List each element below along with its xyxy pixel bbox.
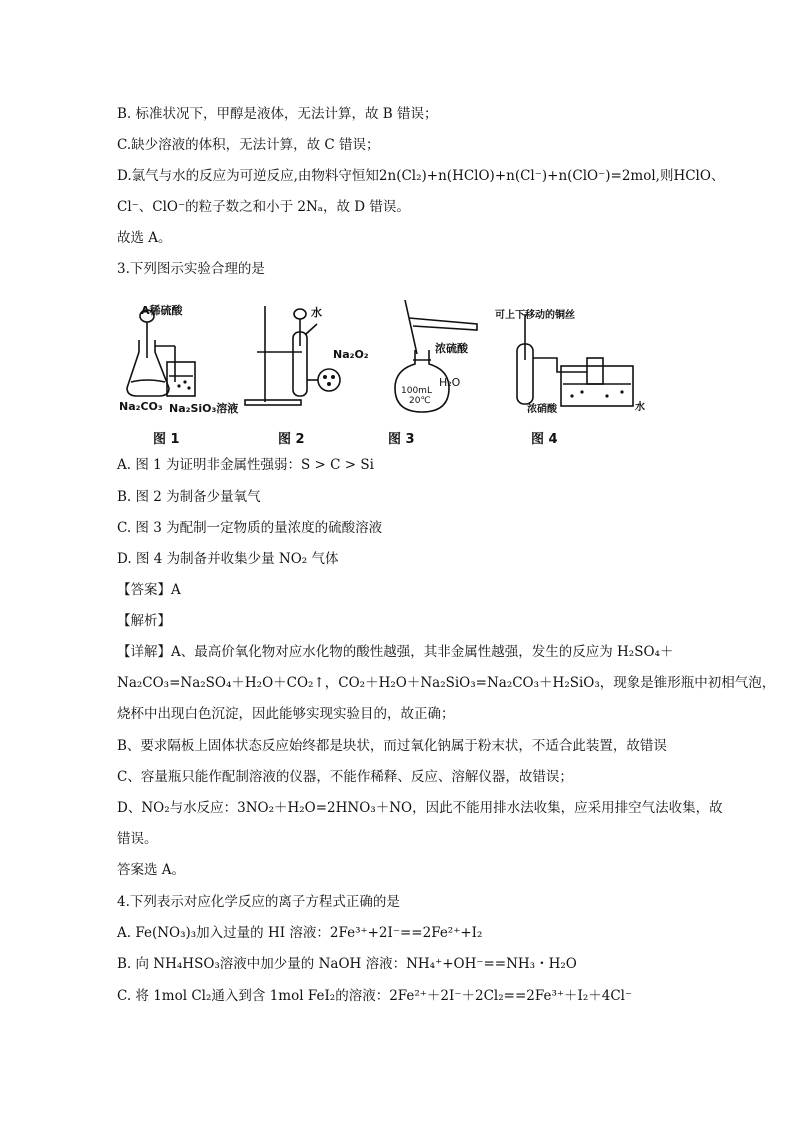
label-na2o2: Na₂O₂ xyxy=(333,348,369,361)
text-line: B. 标准状况下，甲醇是液体，无法计算，故 B 错误； xyxy=(117,106,438,122)
text-line: C、容量瓶只能作配制溶液的仪器，不能作稀释、反应、溶解仪器，故错误； xyxy=(117,769,573,785)
text-line: 【详解】A、最高价氧化物对应水化物的酸性越强，其非金属性越强，发生的反应为 H₂SO₄＋ xyxy=(117,644,674,660)
q4-option-a: A. Fe(NO₃)₃加入过量的 HI 溶液：2Fe³⁺+2I⁻==2Fe²⁺+I₂ xyxy=(117,925,483,941)
option-b: B. 图 2 为制备少量氧气 xyxy=(117,489,261,505)
label-na2sio3: Na₂SiO₃溶液 xyxy=(169,402,239,415)
text-line: D.氯气与水的反应为可逆反应,由物料守恒知2n(Cl₂)+n(HClO)+n(Cl⁻)+n(ClO⁻)=2mol,则HClO、 xyxy=(117,168,725,184)
label-flask-temp: 20℃ xyxy=(409,396,431,406)
caption-figure-4: 图 4 xyxy=(531,432,558,447)
text-line: 错误。 xyxy=(117,831,158,847)
question-4-stem: 4.下列表示对应化学反应的离子方程式正确的是 xyxy=(117,894,400,910)
label-conc-sulfuric: 浓硫酸 xyxy=(435,342,468,355)
text-line: Na₂CO₃=Na₂SO₄＋H₂O＋CO₂↑，CO₂＋H₂O＋Na₂SiO₃=Na₂CO₃＋H₂SiO₃，现象是锥形瓶中初相气泡， xyxy=(117,675,776,691)
label-h2o: H₂O xyxy=(439,376,461,389)
label-conc-nitric: 浓硝酸 xyxy=(527,404,557,415)
caption-figure-1: 图 1 xyxy=(153,432,180,447)
answer-label: 【答案】A xyxy=(117,582,181,598)
figure2-apparatus xyxy=(245,306,340,405)
option-c: C. 图 3 为配制一定物质的量浓度的硫酸溶液 xyxy=(117,520,383,536)
text-line: B、要求隔板上固体状态反应始终都是块状，而过氧化钠属于粉末状，不适合此装置，故错误 xyxy=(117,738,667,754)
caption-figure-2: 图 2 xyxy=(278,432,305,447)
q4-option-c: C. 将 1mol Cl₂通入到含 1mol FeI₂的溶液：2Fe²⁺＋2I⁻＋2Cl₂==2Fe³⁺＋I₂＋4Cl⁻ xyxy=(117,988,633,1004)
analysis-heading: 【解析】 xyxy=(117,613,171,629)
text-line: 答案选 A。 xyxy=(117,862,186,878)
text-line: Cl⁻、ClO⁻的粒子数之和小于 2Nₐ，故 D 错误。 xyxy=(117,199,410,215)
text-line: 烧杯中出现白色沉淀，因此能够实现实验目的，故正确； xyxy=(117,706,455,722)
label-water: 水 xyxy=(311,306,322,319)
q4-option-b: B. 向 NH₄HSO₃溶液中加少量的 NaOH 溶液：NH₄⁺+OH⁻==NH₃・H₂O xyxy=(117,956,577,972)
text-line: D、NO₂与水反应：3NO₂＋H₂O=2HNO₃＋NO，因此不能用排水法收集，应采用排空气法收集，故 xyxy=(117,800,723,816)
label-na2co3: Na₂CO₃ xyxy=(119,400,163,413)
option-a: A. 图 1 为证明非金属性强弱：S > C > Si xyxy=(117,457,374,473)
label-water-trough: 水 xyxy=(635,402,645,413)
text-line: 故选 A。 xyxy=(117,230,172,246)
label-flask-volume: 100mL xyxy=(401,386,432,396)
question-3-stem: 3.下列图示实验合理的是 xyxy=(117,261,265,277)
figure4-apparatus xyxy=(517,314,633,406)
option-d: D. 图 4 为制备并收集少量 NO₂ 气体 xyxy=(117,551,339,567)
label-dilute-sulfuric: A稀硫酸 xyxy=(141,304,183,317)
text-line: C.缺少溶液的体积，无法计算，故 C 错误； xyxy=(117,137,380,153)
label-copper-wire: 可上下移动的铜丝 xyxy=(495,310,575,321)
caption-figure-3: 图 3 xyxy=(388,432,415,447)
